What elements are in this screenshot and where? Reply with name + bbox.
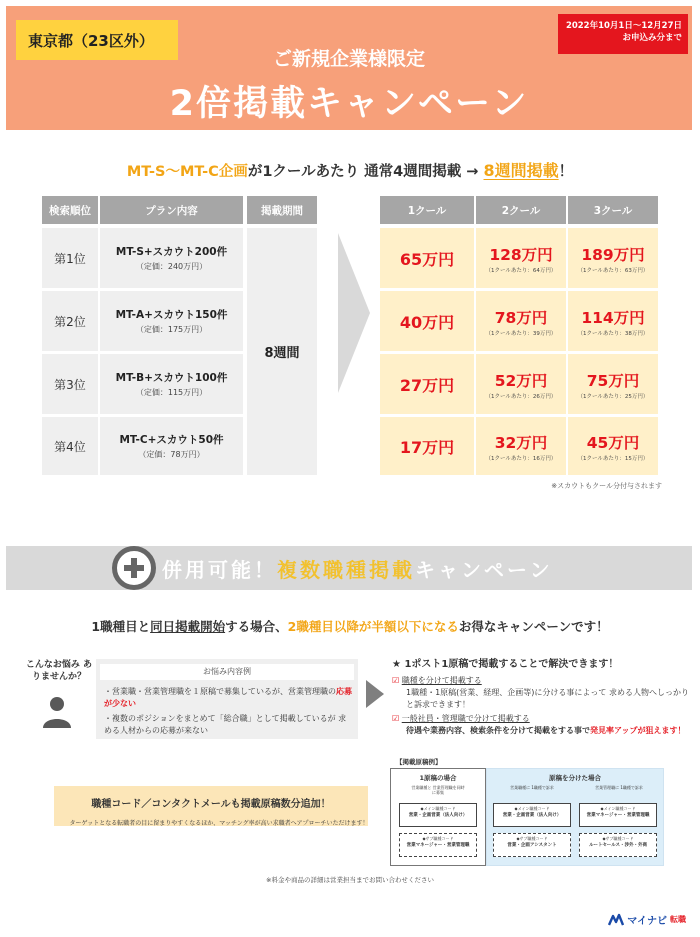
rank-cell [42,354,98,414]
price-cell [568,417,658,475]
header-period: 掲載期間 [247,196,317,224]
plus-icon [112,546,156,590]
region-label: 東京都（23区外） [16,20,178,60]
worry-item [104,686,354,709]
price-value: 114万円 [581,308,645,327]
price-value: 128万円 [489,245,553,264]
price-cell [476,354,566,414]
price-cell [476,417,566,475]
solution-item-1-head: 職種を分けて掲載する [401,676,482,685]
multi-job-banner [6,546,692,590]
price-per-cool: （1クールあたり：39万円） [485,330,557,337]
lead-highlight: 8週間掲載 [483,161,559,180]
plan-name: MT-A+スカウト150件 [115,309,228,321]
solution-block [392,657,692,737]
weeks-label: 8週間 [264,346,300,361]
price-value: 189万円 [581,245,645,264]
mynavi-logo [608,912,686,927]
code-name: 営業マネージャー・営業管理職 [406,843,470,849]
code-tag: ◆メイン職種コード [600,806,636,811]
code-tag: ◆メイン職種コード [514,806,550,811]
lead2-highlight: 2職種目以降が半額以下になる [287,619,459,634]
plan-cell [100,291,243,351]
scout-note: ※スカウトもクール分付与されます [551,482,662,490]
solution-item-2-body [392,725,692,737]
code-tag: ◆メイン職種コード [420,806,456,811]
header-title: 2倍掲載キャンペーン [169,84,529,124]
code-tag: ◆サブ職種コード [516,836,548,841]
example-code-box [399,833,477,857]
code-tag: ◆サブ職種コード [602,836,634,841]
example-left-sub: 営業職種と 営業管理職を同時に募集 [411,785,465,796]
person-icon [40,694,74,728]
example-label: 【掲載原稿例】 [396,758,442,766]
example-right-sub-left: 営業職種に 1職種で訴求 [510,785,554,790]
lead-text [0,158,700,181]
rank-label: 第2位 [54,314,86,329]
price-value: 40万円 [399,312,455,332]
rank-label: 第3位 [54,377,86,392]
plan-name: MT-C+スカウト50件 [119,434,224,446]
plan-name: MT-B+スカウト100件 [115,372,228,384]
worry-list [104,686,354,740]
price-cell [568,291,658,351]
price-per-cool: （1クールあたり：16万円） [485,455,557,462]
code-tag: ◆サブ職種コード [422,836,454,841]
example-code-box [493,833,571,857]
example-code-box [579,803,657,827]
job-code-promo-title: 職種コード／コンタクトメールも掲載原稿数分追加！ [91,799,331,810]
price-value: 75万円 [586,371,640,390]
logo-text: マイナビ [627,916,667,927]
solution-item-2-head: 一般社員・管理職で分けて掲載する [401,714,530,723]
lead-plans: MT-S～MT-C企画 [126,164,248,180]
banner-title-part3: キャンペーン [415,557,553,582]
example-right-title: 原稿を分けた場合 [549,774,601,782]
rank-cell [42,228,98,288]
price-value: 17万円 [399,437,455,457]
checkbox-icon: ☑ [392,676,400,685]
lead2-part1: 1職種目と [91,619,151,634]
worry-heading: お悩み内容例 [100,664,354,680]
solution-item-2-highlight: 発見率アップが狙えます！ [590,726,686,735]
period-cell [247,228,317,475]
plan-cell [100,228,243,288]
period-deadline: お申込み分まで [622,32,682,43]
price-per-cool: （1クールあたり：15万円） [577,455,649,462]
code-name: 営業・企画営業（法人向け） [408,813,468,819]
price-per-cool: （1クールあたり：26万円） [485,393,557,400]
banner-title-highlight: 複数職種掲載 [277,557,415,582]
example-code-box [399,803,477,827]
plan-name: MT-S+スカウト200件 [115,246,228,258]
header-plan: プラン内容 [100,196,243,224]
chevron-right-icon [338,233,370,393]
plan-cell [100,417,243,475]
solution-item-2-text: 待遇や業務内容、検索条件を分けて掲載をする事で [406,726,590,735]
header-3-cool: 3クール [568,196,658,224]
price-cell [380,291,474,351]
lead-middle: が1クールあたり 通常4週間掲載 → [247,164,484,180]
example-split-posting [486,768,664,866]
lead-end: ！ [558,164,574,180]
code-name: 営業マネージャー・営業管理職 [586,813,650,819]
solution-item-1 [392,675,692,687]
example-single-posting [390,768,486,866]
code-name: 営業・企画営業（法人向け） [502,813,562,819]
worry-item-highlight: 応募が少ない [104,687,352,708]
period-dates: 2022年10月1日～12月27日 [565,21,682,31]
rank-label: 第4位 [54,439,86,454]
code-name: ルートセールス・渉外・外商 [589,843,647,849]
footnote: ※料金や商品の詳細は営業担当までお問い合わせください [266,876,434,884]
lead2-part2: 同日掲載開始 [150,619,226,634]
example-code-box [579,833,657,857]
campaign-header [6,6,692,130]
lead2-part5: お得なキャンペーンです！ [458,619,609,634]
rank-cell [42,417,98,475]
price-cell [568,354,658,414]
header-rank: 検索順位 [42,196,98,224]
price-cell [568,228,658,288]
worry-item: ・複数のポジションをまとめて「総合職」として掲載しているが 求める人材からの応募が来ない [104,714,347,735]
plan-list-price: （定価：240万円） [135,262,208,271]
price-per-cool: （1クールあたり：64万円） [485,267,557,274]
solution-item-1-body: 1職種・1原稿(営業、経理、企画等)に分ける事によって 求める人物へしっかりと訴求できます！ [406,688,689,709]
plan-list-price: （定価：78万円） [138,450,205,459]
solution-item-2 [392,713,692,725]
rank-cell [42,291,98,351]
example-code-box [493,803,571,827]
price-cell [380,354,474,414]
plan-cell [100,354,243,414]
logo-mark-icon [608,913,624,927]
header-subtitle: ご新規企業様限定 [272,48,425,70]
price-cell [476,228,566,288]
rank-label: 第1位 [54,251,86,266]
campaign2-lead [0,617,700,635]
price-cell [476,291,566,351]
job-code-promo-sub: ターゲットとなる転職者の目に留まりやすくなるほか、マッチング率が高い求職者へアプローチいただけます！ [69,820,369,827]
banner-title [162,546,553,590]
plan-list-price: （定価：175万円） [135,325,208,334]
checkbox-icon: ☑ [392,714,400,723]
price-value: 52万円 [494,371,548,390]
example-left-title: 1原稿の場合 [419,774,457,782]
price-value: 27万円 [399,375,455,395]
price-value: 45万円 [586,433,640,452]
banner-title-part1: 併用可能！ [162,557,277,582]
price-cell [380,228,474,288]
price-per-cool: （1クールあたり：63万円） [577,267,649,274]
price-value: 32万円 [494,433,548,452]
lead2-part3: する場合、 [225,619,288,634]
logo-sub: 転職 [670,915,686,924]
worry-item-text: ・営業職・営業管理職を１原稿で募集しているが、営業管理職の [104,687,336,696]
solution-heading: ★ 1ポスト1原稿で掲載することで解決できます！ [392,659,619,670]
worry-question: こんなお悩み ありませんか？ [25,660,93,682]
price-cell [380,417,474,475]
header-2-cool: 2クール [476,196,566,224]
triangle-right-icon [366,680,384,708]
price-value: 78万円 [494,308,548,327]
plan-list-price: （定価：115万円） [135,388,208,397]
example-right-sub-right: 営業管理職に 1職種で訴求 [595,785,643,790]
price-per-cool: （1クールあたり：38万円） [577,330,649,337]
code-name: 営業・企画アシスタント [507,843,557,849]
price-value: 65万円 [399,249,455,269]
price-per-cool: （1クールあたり：25万円） [577,393,649,400]
header-1-cool: 1クール [380,196,474,224]
